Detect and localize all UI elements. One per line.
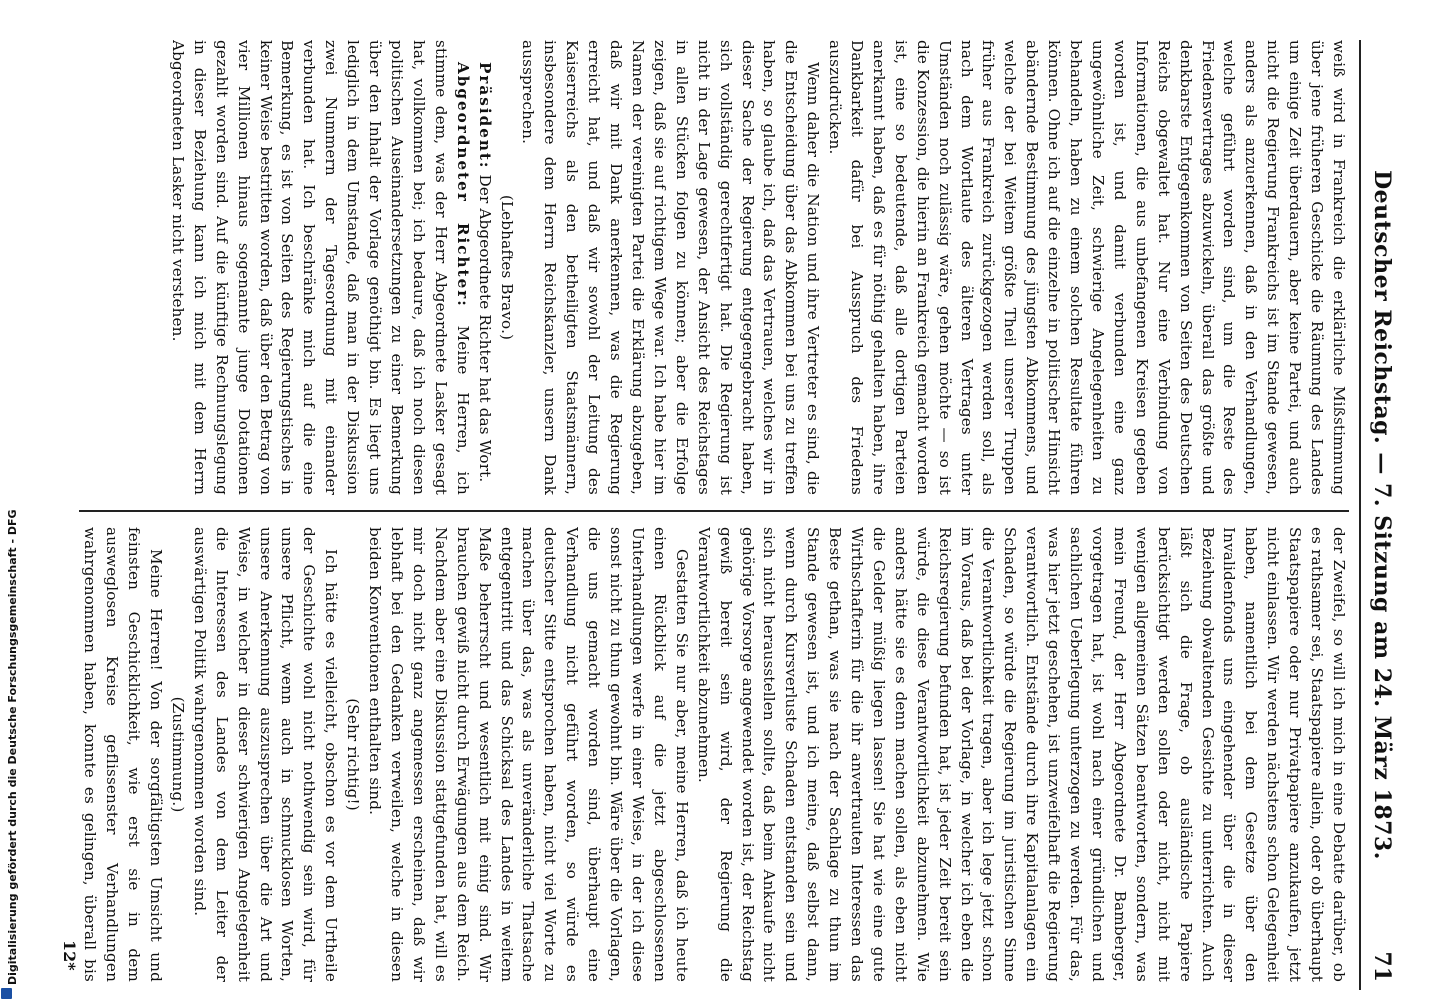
header-rule bbox=[1359, 40, 1361, 990]
right-text-column bbox=[79, 527, 1349, 982]
speech-paragraph bbox=[473, 40, 495, 495]
stage-direction: (Zustimmung.) bbox=[168, 696, 187, 813]
speaker-name: Abgeordneter Richter: bbox=[453, 62, 472, 308]
body-paragraph: weiß wird in Frankreich die erklärliche Mißstimmung über jene früheren Geschicke die Räumung des Landes um einige Zeit überdauern, aber keine Partei, und auch nicht die Regierung Frankreichs ist im Stande gewesen, anders als anzuerkennen, daß in den Verhandlungen, welche geführt worden sind, um die Reste des Friedensvertrages abzuwickeln, überall das größte und denkbarste Entgegenkommen von Seiten des Deutschen Reichs obgewaltet hat. Nur eine Verbindung von Informationen, die aus unbefangenen Kreisen gegeben worden ist, und damit verbunden eine ganz ungewöhnliche Zeit, schwierige Angelegenheiten zu behandeln, haben zu einem solchen Resultate führen können. Ohne ich auf die einzelne in politischer Hinsicht abändernde Bestimmung des jüngsten Abkommens, und welche der bei Weitem größte Theil unserer Truppen früher aus Frankreich zurückgezogen werden soll, als nach dem Wortlaute des älteren Vertrages unter Umständen noch zulässig wäre, gehen möchte — so ist die Konzession, die hierin an Frankreich gemacht worden ist, eine so bedeutende, daß alle dortigen Parteien anerkannt haben, daß es für nöthig gehalten haben, ihre Dankbarkeit dafür bei Ausspruch des Friedens auszudrücken. bbox=[826, 40, 1348, 495]
body-paragraph: Meine Herren! Von der sorgfältigsten Umsicht und feinsten Geschicklichkeit, wie erst sie in dem ausweglosen Kreise geflissenster Verhandlungen wahrgenommen haben, konnte es gelingen, überall bis bbox=[81, 527, 166, 982]
body-paragraph: Ich hätte es vielleicht, obschon es vor dem Urtheile der Geschichte wohl nicht nothwendig sein wird, für unsere Pflicht, wenn auch in schmucklosen Worten, unsere Anerkennung auszusprechen über die Art und Weise, in welcher in dieser schwierigen Angelegenheit die Interessen des Landes von dem Leiter der auswärtigen Politik wahrgenommen worden sind. bbox=[190, 527, 341, 982]
speaker-name: Präsident: bbox=[475, 62, 494, 170]
speech-text: Meine Herren, ich stimme dem, was der Herr Abgeordnete Lasker gesagt hat, vollkommen bei; ich bedaure, daß ich noch diesen politischen Auseinandersetzungen zu einer Bemerkung über den Inhalt der Vorlage genöthigt bin. Es liegt uns lediglich in dem Umstande, daß man in der Diskussion zwei Nummern der Tagesordnung mit einander verbunden hat. Ich beschränke mich auf die eine Bemerkung, es ist von Seiten des Regierungstisches in keiner Weise bestritten worden, daß über den Betrag von vier Millionen hinaus sogenannte junge Dotationen gezahlt worden sind. Auf die künftige Rechnungslegung in dieser Beziehung kann ich mich mit dem Herrn Abgeordneten Lasker nicht verstehen. bbox=[168, 40, 472, 495]
digitization-credit: Digitalisierung gefördert durch die Deutsche Forschungsgemeinschaft - DFG bbox=[6, 509, 19, 985]
document-page bbox=[55, 40, 1395, 990]
signature-mark: 12* bbox=[60, 940, 79, 971]
speech-paragraph bbox=[166, 40, 473, 495]
stage-direction: (Sehr richtig!) bbox=[344, 698, 363, 811]
body-paragraph: Gestatten Sie nur aber, meine Herren, daß ich heute einen Rückblick auf die jetzt abgeschlossenen Unterhandlungen werfe in einer Weise, in der ich diese sonst nicht zu thun gewohnt bin. Wäre über die Vorlagen, die uns gemacht worden sind, überhaupt eine Verhandlung nicht geführt worden, so würde es deutscher Sitte entsprochen haben, nicht viel Worte zu machen über das, was als unveränderliche Thatsache entgegentritt und das Schicksal des Landes in weitem Maße beherrscht und wesentlich mit einig sind. Wir brauchen gewiß nicht durch Erwägungen aus dem Reich. Nachdem aber eine Diskussion stattgefunden hat, will es mir doch nicht ganz angemessen erscheinen, daß wir lebhaft bei den Gedanken verweilen, welche in diesen beiden Konventionen enthalten sind. bbox=[366, 527, 691, 982]
dfg-logo-icon bbox=[1, 988, 12, 999]
column-divider bbox=[79, 510, 1349, 512]
body-paragraph: Wenn daher die Nation und ihre Vertreter es sind, die die Entscheidung über das Abkommen bei uns zu treffen haben, so glaube ich, daß das Vertrauen, welches wir in dieser Sache der Regierung entgegengebracht haben, sich vollständig gerechtfertigt hat. Die Regierung ist nicht in der Lage gewesen, der Ansicht des Reichstages in allen Stücken folgen zu können; aber die Erfolge zeigen, daß sie auf richtigem Wege war. Ich habe hier im Namen der vereinigten Partei die Erklärung abzugeben, daß wir mit Dank anerkennen, was die Regierung erreicht hat, und daß wir sowohl der Leitung des Kaiserreichs als den betheiligten Staatsmännern, insbesondere dem Herrn Reichskanzler, unsern Dank aussprechen. bbox=[519, 40, 823, 495]
page-number: 71 bbox=[1369, 951, 1395, 982]
left-text-column bbox=[79, 40, 1349, 495]
page-title: Deutscher Reichstag. — 7. Sitzung am 24. März 1873. bbox=[1369, 170, 1395, 860]
speech-text: Der Abgeordnete Richter hat das Wort. bbox=[475, 174, 494, 483]
page-header bbox=[1355, 40, 1395, 990]
body-paragraph: der Zweifel, so will ich mich in eine Debatte darüber, ob es rathsamer sei, Staatspapiere allein, oder ob überhaupt Staatspapiere oder nur Privatpapiere anzukaufen, jetzt nicht einlassen. Wir werden nächstens schon Gelegenheit haben, namentlich bei dem Gesetze über den Invalidenfonds uns eingehender über die in dieser Beziehung obwaltenden Gesichte zu unterrichten. Auch läßt sich die Frage, ob ausländische Papiere berücksichtigt werden sollen oder nicht, nicht mit wenigen allgemeinen Sätzen beantworten, sondern, was mein Freund, der Herr Abgeordnete Dr. Bamberger, vorgetragen hat, ist wohl nach einer gründlichen und sachlichen Ueberlegung unterzogen zu werden. Für das, was hier jetzt geschehen, ist unzweifelhaft die Regierung verantwortlich. Entstände durch ihre Kapitalanlagen ein Schaden, so würde die Regierung im juristischen Sinne die Verantwortlichkeit tragen, aber ich lege jetzt schon im Voraus, daß bei der Vorlage, in welcher ich eben die Reichsregierung befunden hat, ist jeder Zeit bereit sein würde, die diese Verantwortlichkeit abzunehmen. Wie anders hätte sie es denn machen sollen, als eben nicht die Gelder müßig liegen lassen! Sie hat wie eine gute Wirthschafterin für die ihr anvertrauten Interessen das Beste gethan, was sie nach der Sachlage zu thun im Stande gewesen ist, und ich meine, daß selbst dann, wenn durch Kursverluste Schaden entstanden sein und sich nicht herausstellen sollte, daß beim Ankaufe nicht gehörige Vorsorge angewendet worden ist, der Reichstag gewiß bereit sein wird, der Regierung die Verantwortlichkeit abzunehmen. bbox=[694, 527, 1348, 982]
stage-direction: (Lebhaftes Bravo.) bbox=[497, 194, 516, 341]
